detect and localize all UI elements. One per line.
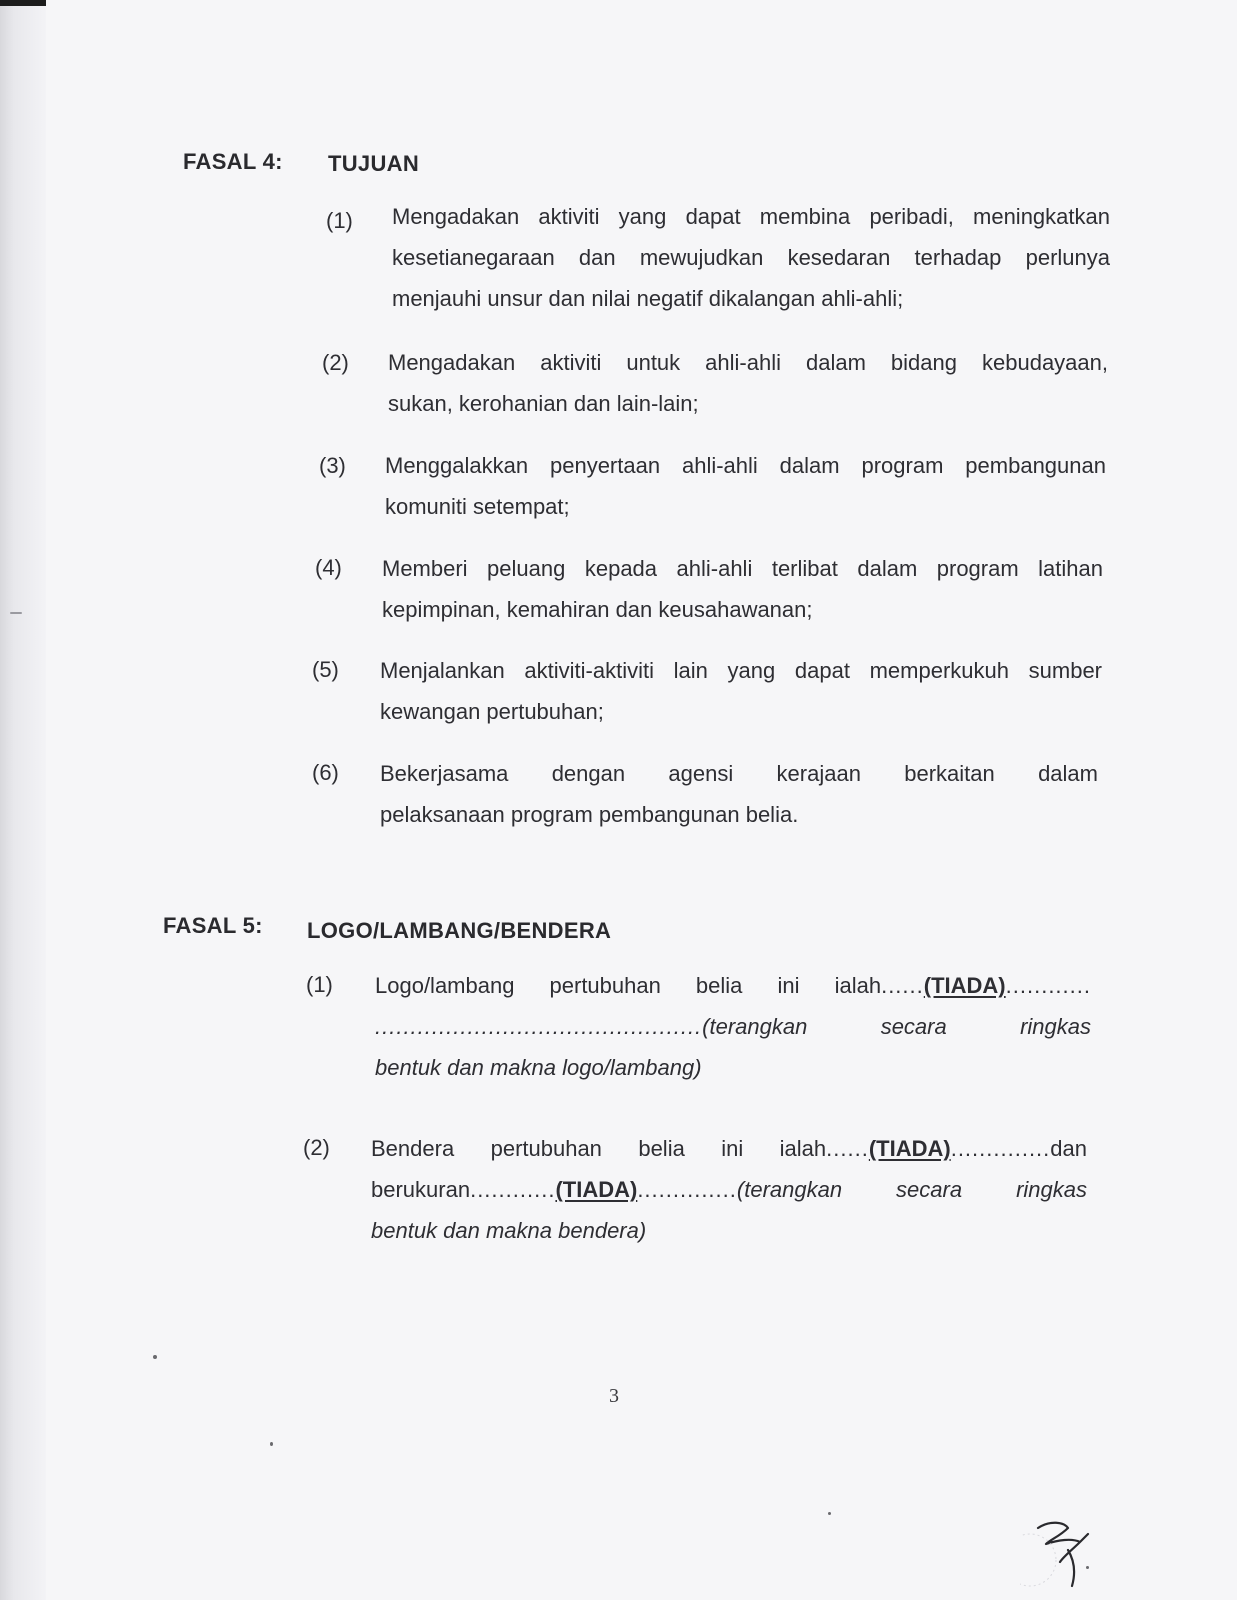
- fasal-5-item-1-number: (1): [306, 972, 333, 997]
- fasal-4-item-6-line: pelaksanaan program pembangunan belia.: [380, 802, 799, 827]
- fasal-5-item-2-size-value: (TIADA): [555, 1177, 638, 1202]
- scan-speck: [828, 1512, 831, 1515]
- fasal-4-item-2-number: (2): [322, 350, 349, 375]
- fasal-5-item-2-value: (TIADA): [868, 1136, 951, 1161]
- fasal-4-item-1-number: (1): [326, 208, 353, 233]
- scan-speck: [153, 1355, 157, 1359]
- scan-speck: [270, 1442, 273, 1446]
- fasal-4-item-3-text: [385, 445, 1106, 527]
- fasal-4-item-4-number: (4): [315, 555, 342, 580]
- fasal-4-item-2-line: sukan, kerohanian dan lain-lain;: [388, 391, 699, 416]
- fasal-5-item-2-line: Bendera pertubuhan belia ini ialah......(TIADA)..............dan: [371, 1136, 1087, 1161]
- fasal-4-item-4-text: [382, 548, 1103, 630]
- fasal-4-item-6-text: [380, 753, 1098, 835]
- fasal-5-title: LOGO/LAMBANG/BENDERA: [307, 918, 612, 943]
- fasal-5-item-2-number: (2): [303, 1135, 330, 1160]
- fasal-5-item-1-value: (TIADA): [923, 973, 1006, 998]
- fasal-4-title: TUJUAN: [328, 151, 420, 176]
- fasal-4-item-1-line: menjauhi unsur dan nilai negatif dikalangan ahli-ahli;: [392, 286, 904, 311]
- fasal-5-item-1-line: ..............................................(terangkan secara ringkas: [375, 1014, 1091, 1039]
- fasal-4-item-5-line: kewangan pertubuhan;: [380, 699, 604, 724]
- fasal-5-item-2-text: [371, 1128, 1087, 1251]
- fasal-5-item-1-line: bentuk dan makna logo/lambang): [375, 1055, 702, 1080]
- handwritten-initials-signature: [1020, 1490, 1120, 1590]
- fasal-5-label: FASAL 5:: [163, 913, 263, 938]
- fasal-4-item-6-number: (6): [312, 760, 339, 785]
- fasal-4-item-3-number: (3): [319, 453, 346, 478]
- fasal-5-item-2-line: bentuk dan makna bendera): [371, 1218, 647, 1243]
- fasal-5-item-1-line: Logo/lambang pertubuhan belia ini ialah......(TIADA)............: [375, 973, 1091, 998]
- fasal-4-item-5-text: [380, 650, 1102, 732]
- fasal-4-item-5-line: Menjalankan aktiviti-aktiviti lain yang dapat memperkukuh sumber: [380, 658, 1102, 683]
- fasal-4-item-3-line: komuniti setempat;: [385, 494, 570, 519]
- fasal-4-item-1-line: kesetianegaraan dan mewujudkan kesedaran terhadap perlunya: [392, 245, 1110, 270]
- fasal-4-item-4-line: kepimpinan, kemahiran dan keusahawanan;: [382, 597, 813, 622]
- fasal-4-item-2-line: Mengadakan aktiviti untuk ahli-ahli dalam bidang kebudayaan,: [388, 350, 1108, 375]
- fasal-5-item-2-line: berukuran............(TIADA)..............(terangkan secara ringkas: [371, 1177, 1087, 1202]
- fasal-4-item-6-line: Bekerjasama dengan agensi kerajaan berkaitan dalam: [380, 761, 1098, 786]
- fasal-4-label: FASAL 4:: [183, 149, 283, 174]
- fasal-4-item-1-text: [392, 196, 1110, 319]
- fasal-4-item-3-line: Menggalakkan penyertaan ahli-ahli dalam program pembangunan: [385, 453, 1106, 478]
- scan-speck: [10, 612, 22, 614]
- scan-edge-shadow: [0, 0, 46, 1600]
- fasal-4-item-5-number: (5): [312, 657, 339, 682]
- fasal-4-item-1-line: Mengadakan aktiviti yang dapat membina peribadi, meningkatkan: [392, 204, 1110, 229]
- fasal-5-item-1-text: [375, 965, 1091, 1088]
- scan-corner-mark: [0, 0, 46, 6]
- page-number: 3: [609, 1385, 619, 1407]
- fasal-4-item-4-line: Memberi peluang kepada ahli-ahli terlibat dalam program latihan: [382, 556, 1103, 581]
- fasal-4-item-2-text: [388, 342, 1108, 424]
